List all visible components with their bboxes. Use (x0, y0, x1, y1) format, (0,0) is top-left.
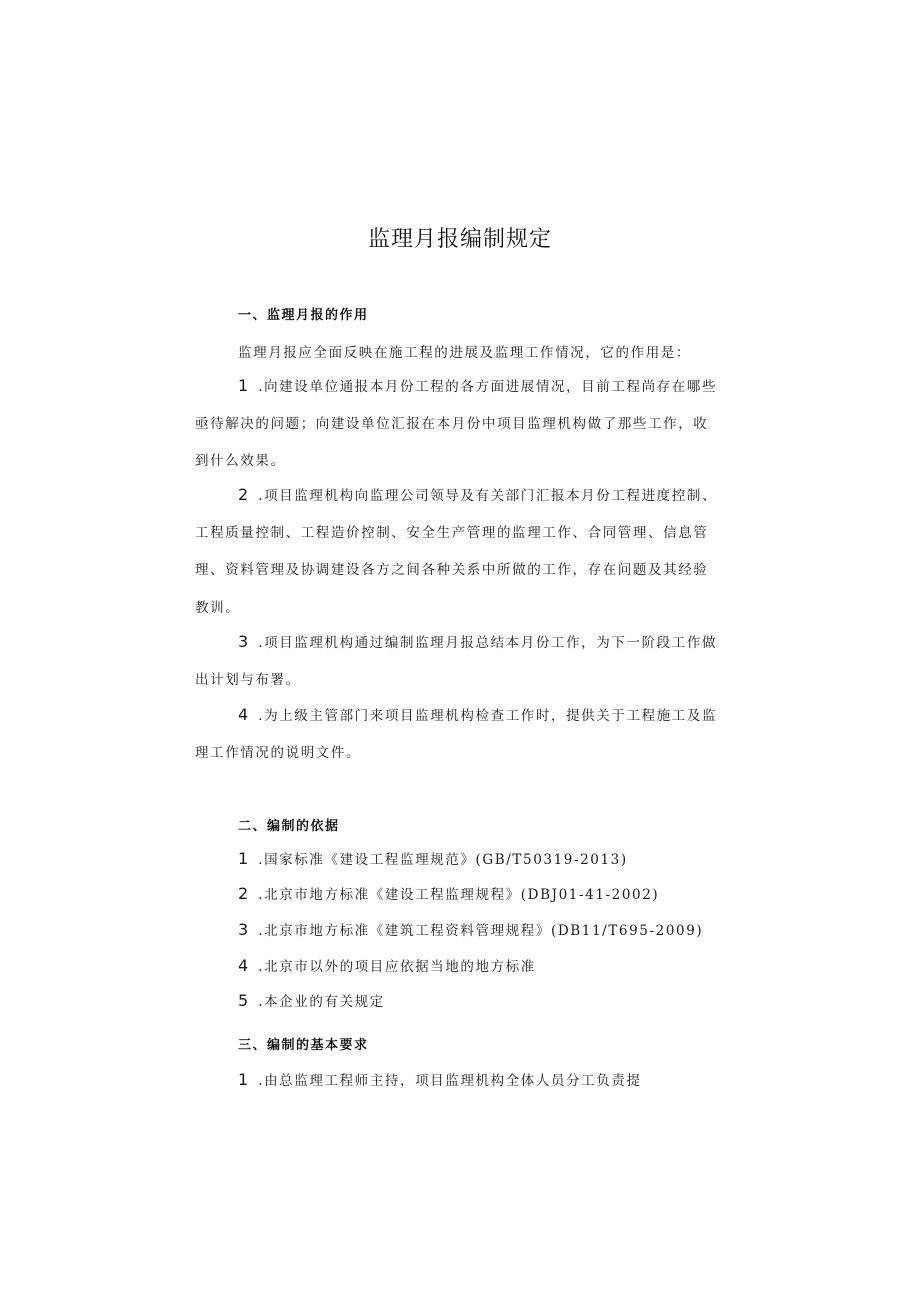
section-1-item-3-line-1 (238, 631, 717, 651)
section-1-item-2-line-3: 理、资料管理及协调建设各方之间各种关系中所做的工作，存在问题及其经验 (195, 562, 709, 578)
section-2-heading: 二、编制的依据 (238, 819, 340, 834)
item-number: 5 (238, 991, 249, 1010)
section-1-item-2-line-4: 教训。 (195, 600, 241, 616)
item-number: 1 (238, 376, 249, 395)
section-2-item-2 (238, 883, 659, 903)
item-number: 3 (238, 920, 249, 939)
section-1-item-4-line-1 (238, 704, 717, 724)
section-2-item-1 (238, 848, 628, 868)
item-number: 1 (238, 1070, 249, 1089)
section-2-item-3 (238, 919, 703, 939)
section-1-heading: 一、监理月报的作用 (238, 308, 369, 323)
section-2-item-4 (238, 955, 536, 975)
item-number: 2 (238, 485, 249, 504)
section-3-heading: 三、编制的基本要求 (238, 1038, 369, 1053)
item-number: 1 (238, 849, 249, 868)
item-text: .由总监理工程师主持，项目监理机构全体人员分工负责提 (258, 1073, 642, 1089)
item-number: 4 (238, 705, 249, 724)
item-text: .北京市地方标准《建设工程监理规程》(DBJ01-41-2002) (258, 887, 660, 903)
item-number: 3 (238, 632, 249, 651)
item-text: .国家标准《建设工程监理规范》(GB/T50319-2013) (258, 852, 628, 868)
item-text: .为上级主管部门来项目监理机构检查工作时，提供关于工程施工及监 (258, 708, 718, 724)
section-2-item-5 (238, 990, 385, 1010)
item-text: .本企业的有关规定 (258, 994, 385, 1010)
section-3-item-1 (238, 1069, 642, 1089)
item-number: 4 (238, 956, 249, 975)
item-text: .北京市以外的项目应依据当地的地方标准 (258, 959, 536, 975)
section-1-intro: 监理月报应全面反映在施工程的进展及监理工作情况，它的作用是： (238, 345, 691, 361)
item-text: .向建设单位通报本月份工程的各方面进展情况，目前工程尚存在哪些 (258, 379, 718, 395)
section-1-item-1-line-1 (238, 375, 717, 395)
document-title: 监理月报编制规定 (367, 227, 552, 252)
section-1-item-2-line-2: 工程质量控制、工程造价控制、安全生产管理的监理工作、合同管理、信息管 (195, 525, 709, 541)
item-text: .北京市地方标准《建筑工程资料管理规程》(DB11/T695-2009) (258, 923, 704, 939)
section-1-item-1-line-3: 到什么效果。 (195, 453, 286, 469)
item-text: .项目监理机构向监理公司领导及有关部门汇报本月份工程进度控制、 (258, 488, 718, 504)
item-number: 2 (238, 884, 249, 903)
section-1-item-1-line-2: 亟待解决的问题；向建设单位汇报在本月份中项目监理机构做了那些工作，收 (195, 416, 709, 432)
section-1-item-2-line-1 (238, 484, 717, 504)
item-text: .项目监理机构通过编制监理月报总结本月份工作，为下一阶段工作做 (258, 635, 718, 651)
section-1-item-4-line-2: 理工作情况的说明文件。 (195, 745, 362, 761)
section-1-item-3-line-2: 出计划与布署。 (195, 672, 301, 688)
